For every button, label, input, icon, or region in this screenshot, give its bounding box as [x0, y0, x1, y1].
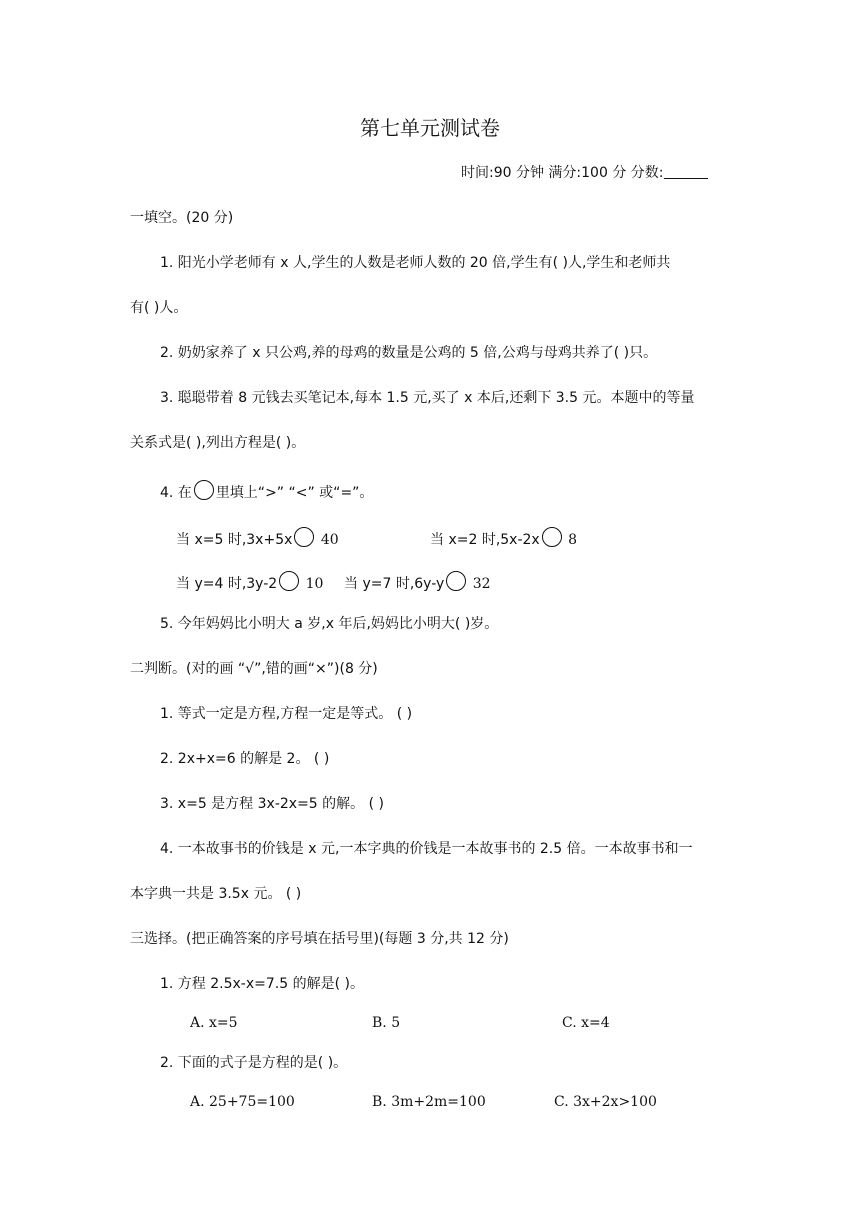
- s2-q1: 1. 等式一定是方程,方程一定是等式。 ( ): [160, 706, 413, 722]
- exam-info: [461, 163, 708, 183]
- circle-blank-icon: [294, 527, 314, 547]
- s1-q4-c-value: 10: [305, 576, 324, 592]
- s1-q4-d-expr: 当 y=7 时,6y-y: [344, 576, 445, 592]
- s1-q4-item-a: [176, 527, 339, 550]
- s3-q1-option-b: B. 5: [372, 1015, 401, 1031]
- s1-q4-item-c: [176, 571, 323, 594]
- s1-q4-a-value: 40: [320, 532, 339, 548]
- section1-heading: 一填空。(20 分): [130, 210, 234, 226]
- s1-q1-line1: 1. 阳光小学老师有 x 人,学生的人数是老师人数的 20 倍,学生有( )人,学生和老师共: [160, 255, 671, 271]
- section3-heading: 三选择。(把正确答案的序号填在括号里)(每题 3 分,共 12 分): [130, 931, 509, 947]
- page-title: 第七单元测试卷: [360, 116, 500, 140]
- s3-q1-option-c: C. x=4: [562, 1015, 610, 1031]
- s1-q4-prefix: 4. 在: [160, 485, 192, 501]
- s2-q2: 2. 2x+x=6 的解是 2。 ( ): [160, 751, 330, 767]
- s1-q3-line1: 3. 聪聪带着 8 元钱去买笔记本,每本 1.5 元,买了 x 本后,还剩下 3.5 元。本题中的等量: [160, 390, 695, 406]
- s3-q2-option-b: B. 3m+2m=100: [372, 1094, 486, 1110]
- s1-q4-suffix: 里填上“>” “<” 或“=”。: [215, 485, 374, 501]
- s3-q2: 2. 下面的式子是方程的是( )。: [160, 1055, 348, 1071]
- s1-q5: 5. 今年妈妈比小明大 a 岁,x 年后,妈妈比小明大( )岁。: [160, 616, 499, 632]
- circle-blank-icon: [194, 480, 214, 500]
- s3-q2-option-a: A. 25+75=100: [190, 1094, 295, 1110]
- s1-q4-item-d: [344, 571, 491, 594]
- circle-blank-icon: [446, 571, 466, 591]
- exam-info-text: 时间:90 分钟 满分:100 分 分数:: [461, 165, 664, 181]
- score-blank: [664, 164, 708, 179]
- s1-q4-item-b: [430, 527, 577, 550]
- circle-blank-icon: [279, 571, 299, 591]
- s1-q4-c-expr: 当 y=4 时,3y-2: [176, 576, 278, 592]
- s1-q1-line2: 有( )人。: [130, 300, 188, 316]
- s1-q2: 2. 奶奶家养了 x 只公鸡,养的母鸡的数量是公鸡的 5 倍,公鸡与母鸡共养了( )只。: [160, 345, 658, 361]
- s2-q4-line1: 4. 一本故事书的价钱是 x 元,一本字典的价钱是一本故事书的 2.5 倍。一本故事书和一: [160, 841, 693, 857]
- section2-heading: 二判断。(对的画 “√”,错的画“×”)(8 分): [130, 661, 378, 677]
- s1-q4-b-expr: 当 x=2 时,5x-2x: [430, 532, 540, 548]
- s1-q4: [160, 480, 373, 503]
- s2-q4-line2: 本字典一共是 3.5x 元。 ( ): [130, 886, 302, 902]
- s3-q1-option-a: A. x=5: [190, 1015, 238, 1031]
- s3-q2-option-c: C. 3x+2x>100: [554, 1094, 657, 1110]
- s1-q3-line2: 关系式是( ),列出方程是( )。: [130, 435, 306, 451]
- circle-blank-icon: [542, 527, 562, 547]
- s1-q4-d-value: 32: [472, 576, 491, 592]
- s1-q4-a-expr: 当 x=5 时,3x+5x: [176, 532, 293, 548]
- s3-q1: 1. 方程 2.5x-x=7.5 的解是( )。: [160, 976, 364, 992]
- s2-q3: 3. x=5 是方程 3x-2x=5 的解。 ( ): [160, 796, 384, 812]
- s1-q4-b-value: 8: [568, 532, 578, 548]
